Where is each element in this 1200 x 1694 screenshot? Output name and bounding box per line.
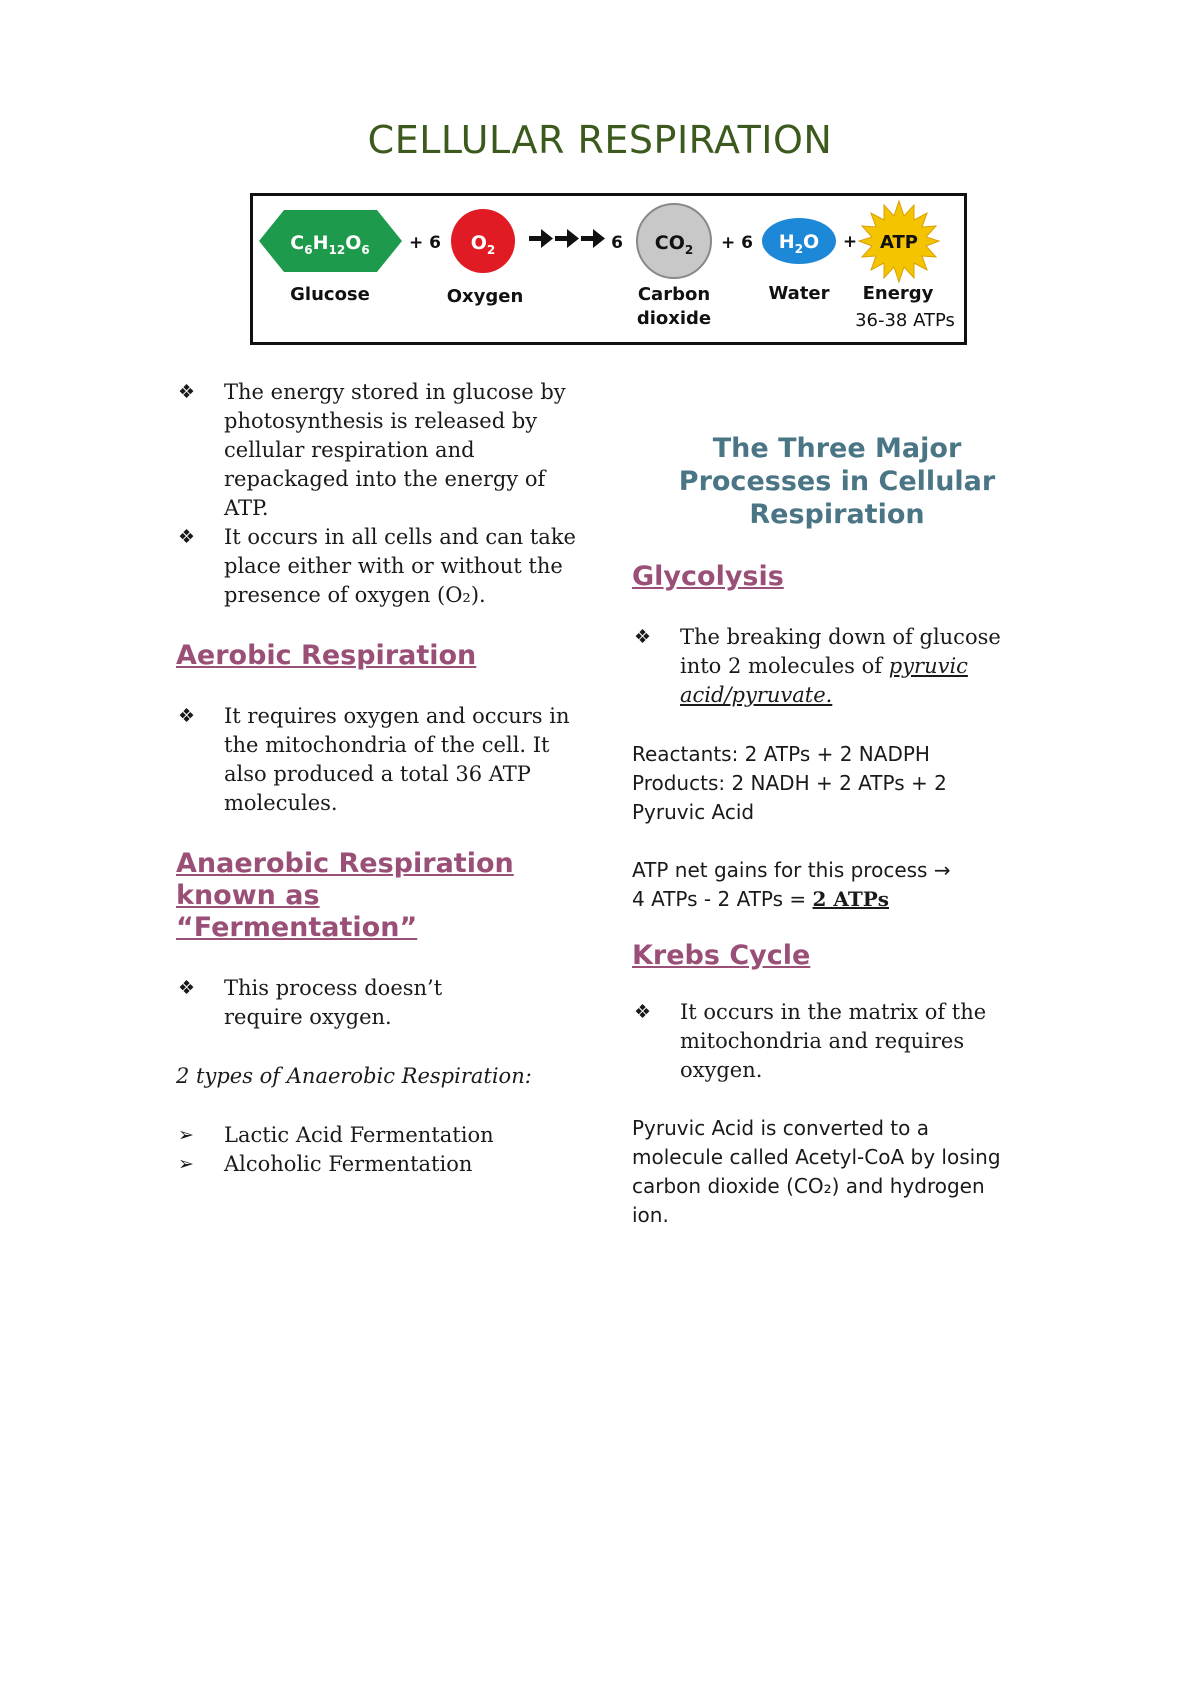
equation-svg xyxy=(253,196,964,342)
glycolysis-heading: Glycolysis xyxy=(632,561,784,592)
pyruvate-term: pyruvic acid/pyruvate. xyxy=(680,654,968,707)
glycolysis-list xyxy=(632,623,1052,710)
left-column xyxy=(176,378,576,1179)
glycolysis-details xyxy=(632,740,1052,914)
plus-six-b: + 6 xyxy=(721,233,753,253)
right-column xyxy=(632,432,1052,1230)
reactants-line: Reactants: 2 ATPs + 2 NADPH xyxy=(632,742,930,766)
co2-label-1: Carbon xyxy=(637,284,711,305)
aerobic-heading: Aerobic Respiration xyxy=(176,640,477,671)
list-item: ❖ It occurs in all cells and can take place either with or without the presence of oxygen (O₂). xyxy=(176,523,576,610)
net-gain-calc-text: 4 ATPs - 2 ATPs = xyxy=(632,887,813,911)
intro-list xyxy=(176,378,576,610)
glucose-label: Glucose xyxy=(290,284,370,305)
fermentation-types-list xyxy=(176,1121,576,1179)
atp-count: 36-38 ATPs xyxy=(855,310,955,331)
plus-six-a: + 6 xyxy=(409,233,441,253)
energy-label: Energy xyxy=(862,283,934,304)
major-processes-heading: The Three Major Processes in Cellular Respiration xyxy=(678,433,996,530)
plus-sign: + xyxy=(842,232,858,252)
products-line: Products: 2 NADH + 2 ATPs + 2 Pyruvic Acid xyxy=(632,771,947,824)
co2-formula: $CO_2$ xyxy=(654,232,694,257)
net-gain-line: ATP net gains for this process → xyxy=(632,858,951,882)
net-gain-result: 2 ATPs xyxy=(812,887,890,911)
glucose-formula: $C_6H_{12}O_6$ xyxy=(290,232,370,257)
list-item: ❖ This process doesn’t require oxygen. xyxy=(176,974,576,1032)
glycolysis-item-text: The breaking down of glucose into 2 molecules of xyxy=(680,625,1001,678)
water-label: Water xyxy=(768,283,830,304)
yield-six: 6 xyxy=(611,233,623,253)
anaerobic-list xyxy=(176,974,576,1032)
krebs-list xyxy=(632,998,1052,1085)
types-label: 2 types of Anaerobic Respiration: xyxy=(176,1064,532,1088)
yield-arrows-icon xyxy=(529,229,605,248)
water-ellipse xyxy=(762,218,836,264)
krebs-heading: Krebs Cycle xyxy=(632,940,811,971)
list-item: ❖ It occurs in the matrix of the mitochondria and requires oxygen. xyxy=(632,998,1052,1085)
list-item: ❖ It requires oxygen and occurs in the mitochondria of the cell. It also produced a total 36 ATP molecules. xyxy=(176,702,576,818)
list-item: ❖ The energy stored in glucose by photosynthesis is released by cellular respiration and repackaged into the energy of ATP. xyxy=(176,378,576,523)
list-item xyxy=(632,623,1052,710)
oxygen-label: Oxygen xyxy=(446,286,524,307)
oxygen-formula: $O_2$ xyxy=(470,232,496,257)
page-title: CELLULAR RESPIRATION xyxy=(367,118,833,162)
aerobic-list xyxy=(176,702,576,818)
list-item: ➢ Alcoholic Fermentation xyxy=(176,1150,576,1179)
list-item: ➢ Lactic Acid Fermentation xyxy=(176,1121,576,1150)
net-gain-calc xyxy=(632,885,1052,914)
water-formula: $H_2O$ xyxy=(778,231,820,256)
anaerobic-heading: Anaerobic Respiration known as “Fermentation” xyxy=(176,848,514,943)
atp-label: ATP xyxy=(879,232,919,253)
co2-label-2: dioxide xyxy=(636,308,712,329)
krebs-description: Pyruvic Acid is converted to a molecule called Acetyl-CoA by losing carbon dioxide (CO₂) and hydrogen ion. xyxy=(632,1116,1001,1227)
respiration-equation-diagram xyxy=(250,193,967,345)
glucose-hexagon xyxy=(259,210,402,272)
